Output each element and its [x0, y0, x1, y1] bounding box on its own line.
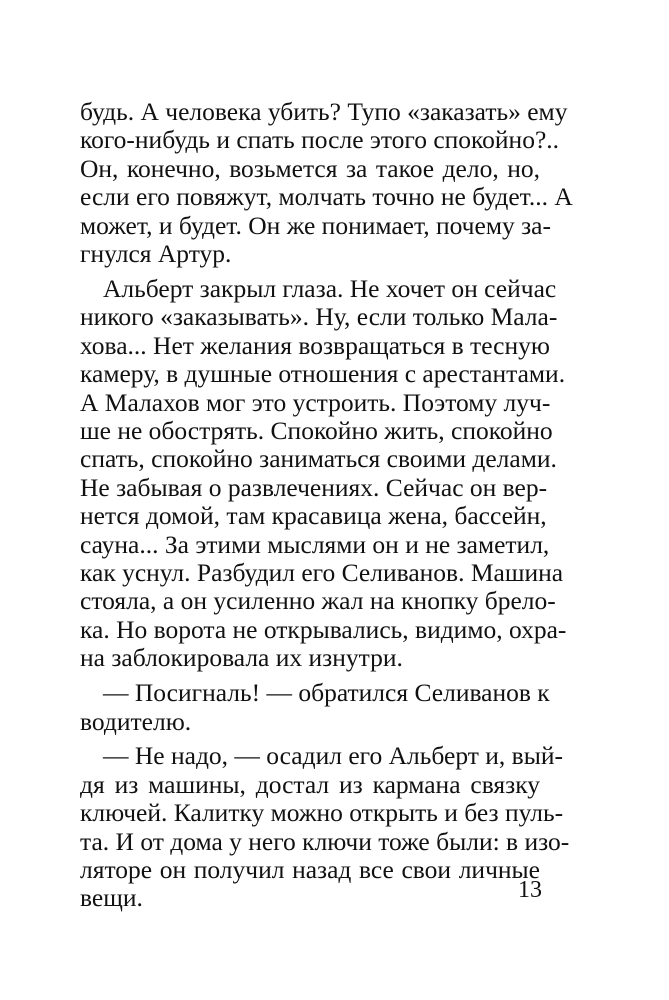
- text-line: Он, конечно, возьмется за такое дело, но,: [80, 153, 540, 183]
- text-line: нется домой, там красавица жена, бассейн,: [80, 501, 547, 531]
- text-line: кого-нибудь и спать после этого спокойно?..: [80, 125, 560, 155]
- text-line: будь. А человека убить? Тупо «заказать» ему: [80, 97, 568, 126]
- text-line: на заблокировала их изнутри.: [80, 643, 403, 673]
- text-line: ше не обострять. Спокойно жить, спокойно: [80, 415, 553, 445]
- text-line: — Посигналь! — обратился Селиванов к: [103, 678, 550, 708]
- text-line: вещи.: [80, 883, 143, 913]
- text-line: камеру, в душные отношения с арестантами.: [80, 359, 566, 389]
- text-line: водителю.: [80, 706, 192, 736]
- book-page-text: [80, 97, 573, 919]
- text-line: если его повяжут, молчать точно не будет... А: [80, 182, 573, 212]
- paragraph-2: [80, 273, 567, 673]
- paragraph-3: [80, 678, 550, 736]
- text-line: как уснул. Разбудил его Селиванов. Машина: [80, 558, 564, 587]
- text-line: может, и будет. Он же понимает, почему за-: [80, 210, 551, 240]
- page-number: 13: [518, 877, 542, 903]
- text-line: Альберт закрыл глаза. Не хочет он сейчас: [103, 273, 557, 303]
- text-line: дя из машины, достал из кармана связку: [80, 769, 540, 799]
- text-line: А Малахов мог это устроить. Поэтому луч-: [80, 387, 551, 417]
- text-line: Не забывая о развлечениях. Сейчас он вер-: [80, 472, 548, 502]
- text-line: ляторе он получил назад все свои личные: [80, 855, 540, 885]
- text-line: стояла, а он усиленно жал на кнопку брело-: [80, 586, 556, 616]
- text-line: ключей. Калитку можно открыть и без пуль-: [80, 798, 564, 828]
- text-line: сауна... За этими мыслями он и не заметил,: [80, 529, 550, 559]
- text-line: гнулся Артур.: [80, 239, 232, 269]
- text-line: — Не надо, — осадил его Альберт и, вый-: [103, 741, 563, 771]
- text-line: ка. Но ворота не открывались, видимо, охра-: [80, 614, 567, 644]
- text-line: та. И от дома у него ключи тоже были: в изо-: [80, 826, 570, 856]
- text-line: никого «заказывать». Ну, если только Мала-: [80, 302, 558, 332]
- text-line: хова... Нет желания возвращаться в тесную: [80, 330, 550, 360]
- text-line: спать, спокойно заниматься своими делами.: [80, 444, 557, 474]
- paragraph-1: [80, 97, 573, 269]
- paragraph-4: [80, 741, 570, 913]
